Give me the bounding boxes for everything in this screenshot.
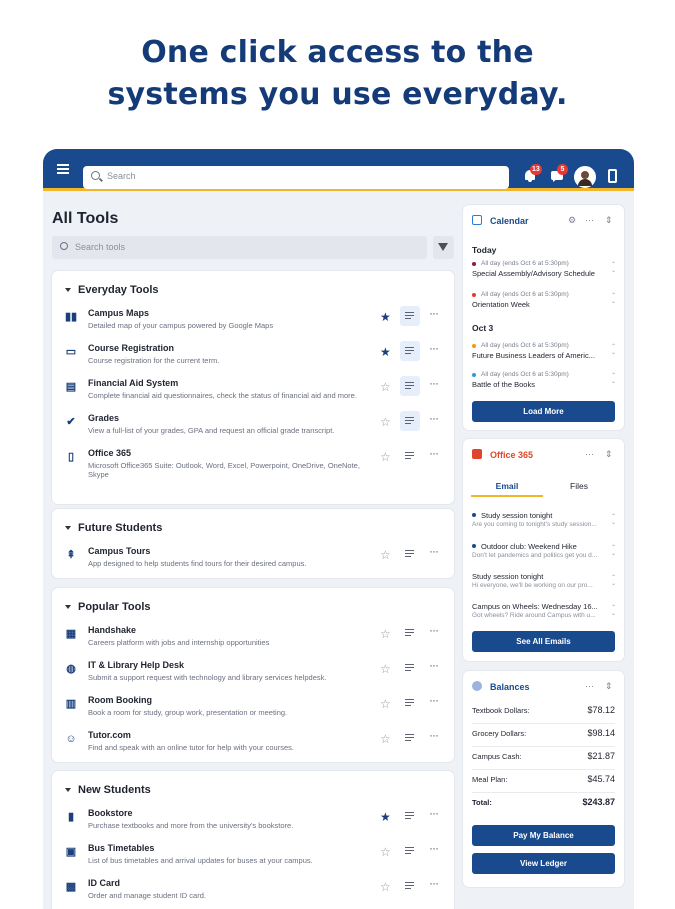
chevron-down-icon[interactable] (65, 526, 71, 530)
email-preview: Are you coming to tonight's study session... (472, 521, 597, 528)
tool-description: Purchase textbooks and more from the university's bookstore. (88, 821, 294, 830)
tool-name: Campus Maps (88, 308, 150, 318)
section-title[interactable]: Popular Tools (78, 601, 151, 613)
tool-description: Microsoft Office365 Suite: Outlook, Word, Excel, Powerpoint, OneDrive, OneNote, Skype (88, 461, 360, 479)
event-color-dot (472, 344, 476, 348)
event-title: Battle of the Books (472, 380, 535, 389)
mobile-device-icon[interactable] (608, 169, 617, 183)
star-icon[interactable]: ☆ (380, 380, 391, 394)
event-time: All day (ends Oct 6 at 5:30pm) (481, 342, 569, 349)
calendar-widget (463, 205, 624, 430)
balance-value: $21.87 (587, 751, 615, 761)
add-to-list-icon[interactable] (400, 806, 420, 826)
id-card-icon: ▤ (65, 381, 77, 393)
balance-label: Textbook Dollars: (472, 706, 530, 715)
search-icon (91, 171, 100, 180)
tool-row[interactable] (52, 625, 454, 657)
expand-icon[interactable]: ⌃ ⌄ (611, 262, 617, 274)
event-title: Orientation Week (472, 300, 530, 309)
tool-description: Order and manage student ID card. (88, 891, 206, 900)
chevron-down-icon[interactable] (65, 788, 71, 792)
balance-row (472, 726, 615, 744)
tool-name: Bookstore (88, 808, 133, 818)
add-to-list-icon[interactable] (400, 693, 420, 713)
add-to-list-icon[interactable] (400, 876, 420, 896)
expand-icon[interactable]: ⌃ ⌄ (611, 545, 617, 557)
star-icon[interactable]: ☆ (380, 662, 391, 676)
star-icon[interactable]: ☆ (380, 415, 391, 429)
add-to-list-icon[interactable] (400, 658, 420, 678)
balance-total-row (472, 795, 615, 813)
tool-name: Grades (88, 413, 120, 423)
tool-name: Handshake (88, 625, 137, 635)
balance-row (472, 772, 615, 790)
tool-description: Complete financial aid questionnaires, check the status of financial aid and more. (88, 391, 357, 400)
notifications-badge: 13 (532, 166, 540, 173)
headline (0, 32, 675, 116)
add-to-list-icon[interactable] (400, 411, 420, 431)
add-to-list-icon[interactable] (400, 544, 420, 564)
tool-section (52, 771, 454, 909)
star-icon[interactable]: ☆ (380, 732, 391, 746)
tab-email[interactable]: Email (495, 481, 519, 491)
section-title[interactable]: Future Students (78, 522, 163, 534)
tool-section (52, 588, 454, 762)
section-title[interactable]: Everyday Tools (78, 284, 159, 296)
more-icon[interactable]: ··· (429, 658, 438, 672)
divider (472, 792, 615, 793)
star-icon[interactable]: ★ (380, 345, 391, 359)
email-subject: Study session tonight (472, 572, 544, 581)
tool-description: App designed to help students find tours for their desired campus. (88, 559, 307, 568)
tool-row[interactable] (52, 878, 454, 909)
page-title: All Tools (52, 210, 119, 227)
divider (472, 769, 615, 770)
event-color-dot (472, 373, 476, 377)
filter-icon[interactable] (433, 236, 454, 259)
expand-icon[interactable]: ⌃ ⌄ (611, 293, 617, 305)
more-icon[interactable]: ··· (585, 449, 594, 459)
chevron-down-icon[interactable] (65, 288, 71, 292)
expand-icon[interactable]: ⌃ ⌄ (611, 605, 617, 617)
tool-row[interactable] (52, 730, 454, 762)
tool-description: Book a room for study, group work, presentation or meeting. (88, 708, 288, 717)
add-to-list-icon[interactable] (400, 341, 420, 361)
more-icon[interactable]: ··· (585, 215, 594, 225)
star-icon[interactable]: ★ (380, 810, 391, 824)
balance-label: Meal Plan: (472, 775, 508, 784)
tools-search-input[interactable] (52, 236, 427, 259)
headline-line-2: systems you use everyday. (107, 77, 568, 112)
more-icon[interactable]: ··· (429, 876, 438, 890)
tool-name: Bus Timetables (88, 843, 155, 853)
expand-icon[interactable]: ⌃ ⌄ (611, 575, 617, 587)
balances-widget (463, 671, 624, 887)
more-icon[interactable]: ··· (429, 446, 438, 460)
more-icon[interactable]: ··· (429, 411, 438, 425)
collapse-icon[interactable]: ⇕ (605, 681, 613, 691)
monitor-icon: ▭ (65, 346, 77, 358)
messages-badge: 5 (557, 164, 568, 175)
tool-row[interactable] (52, 308, 454, 340)
tool-description: Submit a support request with technology and library services helpdesk. (88, 673, 327, 682)
section-title[interactable]: New Students (78, 784, 151, 796)
app-window (43, 149, 634, 909)
tool-section (52, 271, 454, 504)
tool-name: Office 365 (88, 448, 132, 458)
balance-label: Grocery Dollars: (472, 729, 527, 738)
global-search-input[interactable] (83, 166, 509, 189)
more-icon[interactable]: ··· (429, 341, 438, 355)
calendar-title: Calendar (490, 216, 529, 226)
email-subject: Outdoor club: Weekend Hike (481, 542, 577, 551)
balance-value: $45.74 (587, 774, 615, 784)
more-icon[interactable]: ··· (429, 544, 438, 558)
menu-icon[interactable] (57, 164, 69, 174)
balance-row (472, 749, 615, 767)
add-to-list-icon[interactable] (400, 376, 420, 396)
more-icon[interactable]: ··· (429, 693, 438, 707)
today-label: Today (472, 245, 497, 255)
tool-row[interactable] (52, 808, 454, 840)
event-title: Special Assembly/Advisory Schedule (472, 269, 595, 278)
tool-row[interactable] (52, 695, 454, 727)
office365-widget (463, 439, 624, 661)
divider (472, 723, 615, 724)
active-tab-indicator (471, 495, 543, 497)
unread-dot (472, 544, 476, 548)
collapse-icon[interactable]: ⇕ (605, 449, 613, 459)
coins-icon (472, 681, 482, 691)
chevron-down-icon[interactable] (65, 605, 71, 609)
briefcase-icon: ▦ (65, 628, 77, 640)
tool-row[interactable] (52, 448, 454, 480)
door-icon: ▥ (65, 698, 77, 710)
tool-row[interactable] (52, 413, 454, 445)
event-color-dot (472, 293, 476, 297)
office365-title: Office 365 (490, 450, 534, 460)
tool-description: Detailed map of your campus powered by Google Maps (88, 321, 274, 330)
star-icon[interactable]: ☆ (380, 450, 391, 464)
map-icon: ▮▮ (65, 311, 78, 323)
tool-description: View a full-list of your grades, GPA and request an official grade transcript. (88, 426, 335, 435)
more-icon[interactable]: ··· (429, 728, 438, 742)
tool-description: Course registration for the current term. (88, 356, 220, 365)
oct3-label: Oct 3 (472, 323, 494, 333)
tool-name: Course Registration (88, 343, 175, 353)
add-to-list-icon[interactable] (400, 728, 420, 748)
tool-row[interactable] (52, 660, 454, 692)
avatar[interactable] (574, 166, 596, 188)
tool-name: Financial Aid System (88, 378, 179, 388)
tool-name: ID Card (88, 878, 121, 888)
star-icon[interactable]: ☆ (380, 627, 391, 641)
notifications-icon[interactable] (523, 166, 540, 183)
email-preview: Hi everyone, we'll be working on our pro... (472, 582, 593, 589)
add-to-list-icon[interactable] (400, 446, 420, 466)
person-icon: ☺ (65, 733, 77, 745)
tool-name: IT & Library Help Desk (88, 660, 185, 670)
email-preview: Don't let pandemics and politics get you d... (472, 552, 598, 559)
expand-icon[interactable]: ⌃ ⌄ (611, 344, 617, 356)
event-color-dot (472, 262, 476, 266)
tool-name: Campus Tours (88, 546, 151, 556)
balance-value: $78.12 (587, 705, 615, 715)
office-icon (472, 449, 482, 459)
top-bar (43, 149, 634, 191)
tab-files[interactable]: Files (570, 481, 588, 491)
add-to-list-icon[interactable] (400, 841, 420, 861)
tool-section (52, 509, 454, 578)
email-subject: Campus on Wheels: Wednesday 16... (472, 602, 598, 611)
divider (472, 746, 615, 747)
tool-description: Careers platform with jobs and internship opportunities (88, 638, 270, 647)
tool-description: Find and speak with an online tutor for help with your courses. (88, 743, 294, 752)
star-icon[interactable]: ☆ (380, 548, 391, 562)
event-time: All day (ends Oct 6 at 5:30pm) (481, 260, 569, 267)
more-icon[interactable]: ··· (585, 681, 594, 691)
messages-icon[interactable] (550, 166, 565, 183)
balances-widget-header (472, 681, 530, 692)
tools-search-placeholder: Search tools (75, 242, 126, 252)
event-title: Future Business Leaders of Americ... (472, 351, 595, 360)
tool-name: Tutor.com (88, 730, 131, 740)
calendar-icon (472, 215, 482, 225)
tool-row[interactable] (52, 546, 454, 578)
balance-label: Campus Cash: (472, 752, 522, 761)
star-icon[interactable]: ★ (380, 310, 391, 324)
tool-name: Room Booking (88, 695, 152, 705)
book-icon: ▮ (67, 811, 75, 823)
globe-icon: ◍ (66, 663, 76, 675)
more-icon[interactable]: ··· (429, 623, 438, 637)
more-icon[interactable]: ··· (429, 841, 438, 855)
check-circle-icon: ✔ (66, 416, 76, 428)
tool-row[interactable] (52, 343, 454, 375)
event-time: All day (ends Oct 6 at 5:30pm) (481, 291, 569, 298)
add-to-list-icon[interactable] (400, 306, 420, 326)
balance-row (472, 703, 615, 721)
star-icon[interactable]: ☆ (380, 880, 391, 894)
email-preview: Got wheels? Ride around Campus with u... (472, 612, 596, 619)
unread-dot (472, 513, 476, 517)
collapse-icon[interactable]: ⇕ (605, 215, 613, 225)
badge-icon: ▩ (65, 881, 77, 893)
pay-balance-button[interactable]: Pay My Balance (472, 825, 615, 846)
expand-icon[interactable]: ⌃ ⌄ (611, 373, 617, 385)
tool-description: List of bus timetables and arrival updates for buses at your campus. (88, 856, 313, 865)
signpost-icon: ⇞ (66, 549, 76, 561)
office365-widget-header (472, 449, 533, 460)
star-icon[interactable]: ☆ (380, 845, 391, 859)
tool-row[interactable] (52, 378, 454, 410)
tool-row[interactable] (52, 843, 454, 875)
star-icon[interactable]: ☆ (380, 697, 391, 711)
balance-total-value: $243.87 (582, 797, 615, 807)
calendar-widget-header (472, 215, 529, 226)
add-to-list-icon[interactable] (400, 623, 420, 643)
search-icon (60, 242, 68, 250)
see-all-emails-button[interactable]: See All Emails (472, 631, 615, 652)
view-ledger-button[interactable]: View Ledger (472, 853, 615, 874)
search-placeholder: Search (107, 171, 136, 181)
event-time: All day (ends Oct 6 at 5:30pm) (481, 371, 569, 378)
more-icon[interactable]: ··· (429, 376, 438, 390)
expand-icon[interactable]: ⌃ ⌄ (611, 514, 617, 526)
balances-title: Balances (490, 682, 530, 692)
balance-value: $98.14 (587, 728, 615, 738)
more-icon[interactable]: ··· (429, 306, 438, 320)
load-more-button[interactable]: Load More (472, 401, 615, 422)
more-icon[interactable]: ··· (429, 806, 438, 820)
email-subject: Study session tonight (481, 511, 553, 520)
headline-line-1: One click access to the (141, 35, 534, 70)
balance-total-label: Total: (472, 798, 492, 807)
office-icon: ▯ (67, 451, 75, 463)
bus-icon: ▣ (65, 846, 77, 858)
settings-icon[interactable]: ⚙ (568, 215, 577, 225)
